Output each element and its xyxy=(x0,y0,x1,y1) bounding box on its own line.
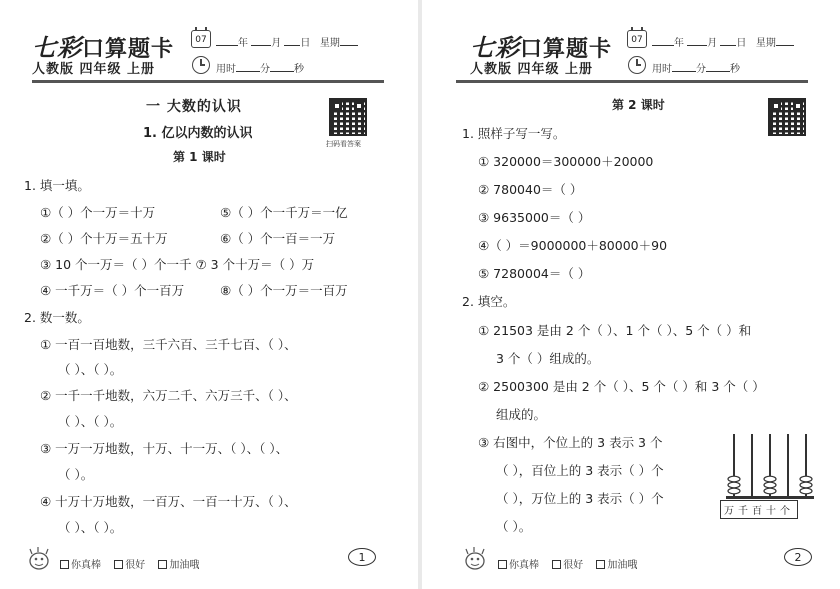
edition-label: 人教版 四年级 上册 xyxy=(470,62,594,77)
q2-item-cont: （ ）。 xyxy=(496,519,532,534)
header-rule xyxy=(456,80,808,83)
rating-label: 你真棒 xyxy=(71,560,101,571)
minute-label: 分 xyxy=(260,64,270,75)
header-rule xyxy=(32,80,384,83)
time-line xyxy=(652,60,740,75)
unit-title: 一 大数的认识 xyxy=(146,99,242,115)
minute-blank[interactable] xyxy=(672,61,696,72)
rating-option[interactable] xyxy=(158,560,199,571)
minute-blank[interactable] xyxy=(236,61,260,72)
q1-item: ① 320000＝300000＋20000 xyxy=(478,154,654,169)
rating-option[interactable] xyxy=(596,560,637,571)
mascot-icon xyxy=(460,545,490,571)
checkbox[interactable] xyxy=(114,560,123,569)
edition-label: 人教版 四年级 上册 xyxy=(32,62,156,77)
page-left xyxy=(0,0,418,589)
abacus-labels xyxy=(720,500,798,519)
q2-item: ④ 十万十万地数，一百万、一百一十万、（ ）、 xyxy=(40,494,297,509)
checkbox[interactable] xyxy=(498,560,507,569)
rating-option[interactable] xyxy=(114,560,145,571)
rating-option[interactable] xyxy=(60,560,101,571)
abacus-label: 万 xyxy=(724,506,738,517)
month-label: 月 xyxy=(707,38,718,49)
month-label: 月 xyxy=(271,38,282,49)
q1-item: ①（ ）个一万＝十万 xyxy=(40,205,156,220)
q1-item: ③ 10 个一万＝（ ）个一千 ⑦ 3 个十万＝（ ）万 xyxy=(40,257,315,272)
time-label: 用时 xyxy=(216,64,236,75)
abacus-bead xyxy=(764,482,776,488)
brand-seven: 七彩 xyxy=(32,34,82,62)
weekday-blank[interactable] xyxy=(776,35,794,46)
q2-item-cont: （ ）、（ ）。 xyxy=(58,520,123,535)
q1-item: ⑧（ ）个一万＝一百万 xyxy=(220,283,348,298)
rating-label: 加油哦 xyxy=(607,560,638,571)
abacus-rods xyxy=(728,434,812,496)
page-number: 1 xyxy=(348,548,376,566)
q1-item: ⑥（ ）个一百＝一万 xyxy=(220,231,336,246)
second-blank[interactable] xyxy=(270,61,294,72)
mascot-icon xyxy=(24,545,54,571)
page-number: 2 xyxy=(784,548,812,566)
year-blank[interactable] xyxy=(652,35,674,46)
year-label: 年 xyxy=(238,38,248,49)
weekday-label: 星期 xyxy=(319,38,340,49)
q2-item-cont: （ ）、（ ）。 xyxy=(58,362,123,377)
weekday-label: 星期 xyxy=(755,38,776,49)
q2-item: ② 一千一千地数，六万二千、六万三千、（ ）、 xyxy=(40,388,297,403)
question-2-heading: 2. 数一数。 xyxy=(24,310,90,325)
qr-caption: 扫码看答案 xyxy=(326,140,361,148)
abacus-label: 百 xyxy=(752,506,766,517)
calendar-icon: 07 xyxy=(191,30,211,48)
year-label: 年 xyxy=(674,38,684,49)
abacus-label: 个 xyxy=(780,506,794,517)
checkbox[interactable] xyxy=(552,560,561,569)
rating-label: 很好 xyxy=(563,560,584,571)
brand-name: 口算题卡 xyxy=(82,37,175,62)
rating-label: 你真棒 xyxy=(509,560,539,571)
day-label: 日 xyxy=(736,38,747,49)
question-1-heading: 1. 照样子写一写。 xyxy=(462,126,566,141)
checkbox[interactable] xyxy=(158,560,167,569)
lesson-title: 第 2 课时 xyxy=(612,98,665,112)
section-title: 1. 亿以内数的认识 xyxy=(143,126,253,141)
qr-code[interactable] xyxy=(768,98,806,136)
checkbox[interactable] xyxy=(596,560,605,569)
second-label: 秒 xyxy=(730,64,740,75)
q1-item: ⑤ 7280004＝（ ） xyxy=(478,266,591,281)
day-blank[interactable] xyxy=(720,35,736,46)
q2-item: ③ 一万一万地数，十万、十一万、（ ）、（ ）、 xyxy=(40,441,289,456)
rating-checks xyxy=(60,556,209,571)
abacus-bead xyxy=(800,488,812,494)
abacus-label: 十 xyxy=(766,506,780,517)
qr-code[interactable] xyxy=(329,98,367,136)
abacus-bead xyxy=(764,488,776,494)
rating-label: 很好 xyxy=(125,560,146,571)
q2-item: ③ 右图中，个位上的 3 表示 3 个 xyxy=(478,435,663,450)
day-blank[interactable] xyxy=(284,35,300,46)
month-blank[interactable] xyxy=(687,35,707,46)
abacus-label: 千 xyxy=(738,506,752,517)
q2-item: ① 21503 是由 2 个（ ）、1 个（ ）、5 个（ ）和 xyxy=(478,323,752,338)
abacus-diagram xyxy=(722,430,818,502)
second-blank[interactable] xyxy=(706,61,730,72)
abacus-bead xyxy=(800,482,812,488)
time-line xyxy=(216,60,304,75)
date-line xyxy=(652,34,794,49)
year-blank[interactable] xyxy=(216,35,238,46)
q1-item: ② 780040＝（ ） xyxy=(478,182,583,197)
question-2-heading: 2. 填空。 xyxy=(462,294,516,309)
rating-option[interactable] xyxy=(498,560,539,571)
question-1-heading: 1. 填一填。 xyxy=(24,178,90,193)
q2-item-cont: 组成的。 xyxy=(496,407,547,422)
q2-item-cont: （ ）。 xyxy=(58,467,94,482)
abacus-bead xyxy=(764,476,776,482)
calendar-icon: 07 xyxy=(627,30,647,48)
lesson-title: 第 1 课时 xyxy=(173,150,226,164)
brand-name: 口算题卡 xyxy=(520,37,613,62)
rating-option[interactable] xyxy=(552,560,583,571)
q1-item: ②（ ）个十万＝五十万 xyxy=(40,231,168,246)
q1-item: ⑤（ ）个一千万＝一亿 xyxy=(220,205,348,220)
abacus-bead xyxy=(728,482,740,488)
minute-label: 分 xyxy=(696,64,706,75)
rating-label: 加油哦 xyxy=(169,560,200,571)
brand-seven: 七彩 xyxy=(470,34,520,62)
second-label: 秒 xyxy=(294,64,304,75)
q1-item: ③ 9635000＝（ ） xyxy=(478,210,591,225)
rating-checks xyxy=(498,556,647,571)
q2-item-cont: （ ），万位上的 3 表示（ ）个 xyxy=(496,491,664,506)
q2-item: ② 2500300 是由 2 个（ ）、5 个（ ）和 3 个（ ） xyxy=(478,379,765,394)
q1-item: ④ 一千万＝（ ）个一百万 xyxy=(40,283,185,298)
q2-item-cont: 3 个（ ）组成的。 xyxy=(496,351,600,366)
weekday-blank[interactable] xyxy=(340,35,358,46)
date-line xyxy=(216,34,358,49)
time-label: 用时 xyxy=(652,64,672,75)
abacus-bead xyxy=(728,476,740,482)
q1-item: ④（ ）＝9000000＋80000＋90 xyxy=(478,238,668,253)
abacus-base xyxy=(726,496,814,499)
clock-icon xyxy=(628,56,646,74)
clock-icon xyxy=(192,56,210,74)
abacus-bead xyxy=(728,488,740,494)
q2-item-cont: （ ）、（ ）。 xyxy=(58,414,123,429)
q2-item: ① 一百一百地数，三千六百、三千七百、（ ）、 xyxy=(40,337,297,352)
abacus-bead xyxy=(800,476,812,482)
page-right xyxy=(422,0,840,589)
q2-item-cont: （ ），百位上的 3 表示（ ）个 xyxy=(496,463,664,478)
checkbox[interactable] xyxy=(60,560,69,569)
day-label: 日 xyxy=(300,38,311,49)
month-blank[interactable] xyxy=(251,35,271,46)
